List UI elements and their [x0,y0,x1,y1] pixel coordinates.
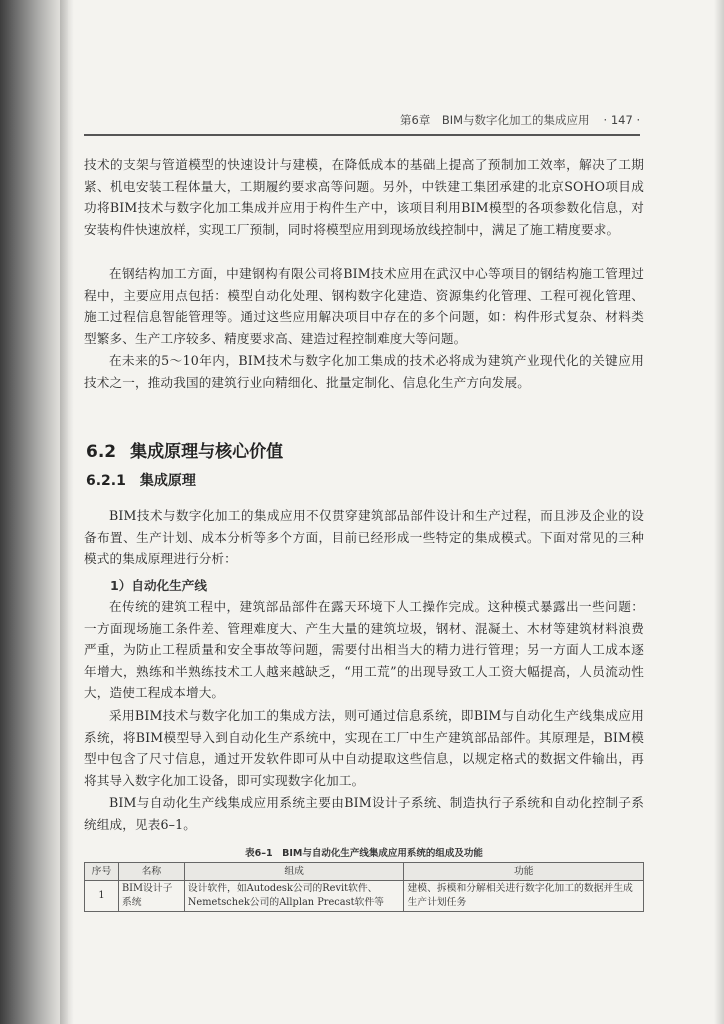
subsection-title: 集成原理 [139,473,196,489]
section-title: 集成原理与核心价值 [130,442,284,462]
paragraph-continued: 技术的支架与管道模型的快速设计与建模，在降低成本的基础上提高了预制加工效率，解决了工期紧、机电安装工程体量大，工期履约要求高等问题。另外，中铁建工集团承建的北京SOHO项目成功将BIM技术与数字化加工集成并应用于构件生产中，该项目利用BIM模型的各项参数化信息，对安装构件快速放样，实现工厂预制，同时将模型应用到现场放线控制中，满足了施工精度要求。 [84,157,644,237]
header-composition: 组成 [184,863,404,881]
section-heading [86,437,283,462]
paragraph-intro: BIM技术与数字化加工的集成应用不仅贯穿建筑部品部件设计和生产过程，而且涉及企业的设备布置、生产计划、成本分析等多个方面，目前已经形成一些特定的集成模式。下面对常见的三种模式的集成原理进行分析： [84,508,644,567]
table-header-row [85,863,644,881]
table-row [85,881,644,912]
paragraph-system-composition: BIM与自动化生产线集成应用系统主要由BIM设计子系统、制造执行子系统和自动化控制子系统组成，见表6–1。 [84,795,644,832]
header-name: 名称 [118,863,184,881]
paragraph-traditional: 在传统的建筑工程中，建筑部品部件在露天环境下人工操作完成。这种模式暴露出一些问题：一方面现场施工条件差、管理难度大、产生大量的建筑垃圾，钢材、混凝土、木材等建筑材料浪费严重，为防止工程质量和安全事故等问题，需要付出相当大的精力进行管理；另一方面人工成本逐年增大，熟练和半熟练技术工人越来越缺乏，“用工荒”的出现导致工人工资大幅提高，人员流动性大，造使工程成本增大。 [84,599,644,701]
subsection-heading [86,470,196,490]
header-function: 功能 [404,863,644,881]
item-heading: 1）自动化生产线 [110,578,207,593]
header-rule [84,134,640,136]
paragraph-integration-method: 采用BIM技术与数字化加工的集成方法，则可通过信息系统，即BIM与自动化生产线集成应用系统，将BIM模型导入到自动化生产系统中，实现在工厂中生产建筑部品部件。其原理是，BIM模型中包含了尺寸信息，通过开发软件即可从中自动提取这些信息，以规定格式的数据文件输出，再将其导入数字化加工设备，即可实现数字化加工。 [84,708,644,788]
cell-name: BIM设计子系统 [118,881,184,912]
subsection-number: 6.2.1 [86,473,126,489]
header-no: 序号 [85,863,119,881]
paragraph-future: 在未来的5～10年内，BIM技术与数字化加工集成的技术必将成为建筑产业现代化的关键应用技术之一，推动我国的建筑行业向精细化、批量定制化、信息化生产方向发展。 [84,353,644,390]
chapter-title: 第6章 BIM与数字化加工的集成应用 [400,113,590,127]
page-number: · 147 · [603,113,641,127]
paragraph-steel-structure: 在钢结构加工方面，中建钢构有限公司将BIM技术应用在武汉中心等项目的钢结构施工管理过程中，主要应用点包括：模型自动化处理、钢构数字化建造、资源集约化管理、工程可视化管理、施工过程信息智能管理等。通过这些应用解决项目中存在的多个问题，如：构件形式复杂、材料类型繁多、生产工序较多、精度要求高、建造过程控制难度大等问题。 [84,266,644,346]
cell-composition: 设计软件，如Autodesk公司的Revit软件、Nemetschek公司的Allplan Precast软件等 [184,881,404,912]
running-header [400,112,640,128]
cell-function: 建模、拆模和分解相关进行数字化加工的数据并生成生产计划任务 [404,881,644,912]
table-caption: 表6–1 BIM与自动化生产线集成应用系统的组成及功能 [245,848,483,859]
system-composition-table [84,862,644,912]
cell-no: 1 [85,881,119,912]
section-number: 6.2 [86,442,117,462]
